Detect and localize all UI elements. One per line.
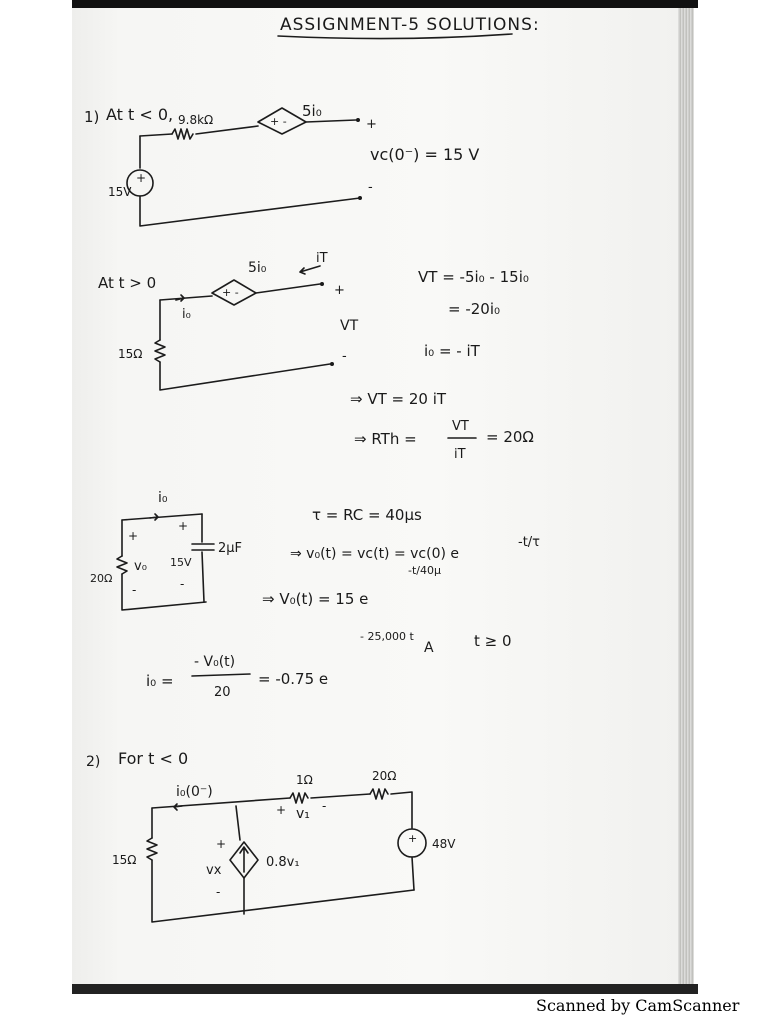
equation-2: = -20i₀ bbox=[448, 300, 501, 318]
vx-plus: + bbox=[216, 837, 227, 851]
wire bbox=[306, 120, 356, 122]
capacitor-symbol bbox=[192, 544, 214, 550]
test-voltage-label: VT bbox=[340, 318, 359, 334]
source-polarity: + bbox=[408, 832, 418, 845]
terminal-plus: + bbox=[366, 117, 377, 132]
equation-8-lhs: i₀ = bbox=[146, 672, 174, 690]
rc-vo-label: v₀ bbox=[134, 559, 147, 574]
source-label: 15V bbox=[108, 185, 132, 199]
resistor-symbol bbox=[155, 340, 165, 362]
circuit-t-after bbox=[155, 266, 334, 390]
equation-6: ⇒ v₀(t) = vc(t) = vc(0) e bbox=[290, 546, 460, 562]
current-label-p2: i₀(0⁻) bbox=[176, 784, 213, 800]
wire bbox=[196, 126, 258, 134]
vx-label: vx bbox=[206, 863, 222, 878]
rc-minus-right: - bbox=[180, 577, 185, 591]
resistor-2-label: 15Ω bbox=[118, 347, 143, 361]
equation-8-exponent: - 25,000 t bbox=[360, 630, 414, 643]
wire bbox=[391, 792, 412, 828]
rc-cap-voltage: 15V bbox=[170, 556, 192, 569]
terminal-plus: + bbox=[334, 283, 345, 298]
branch-current-label: i₀ bbox=[182, 307, 191, 322]
resistor-label: 9.8kΩ bbox=[178, 113, 214, 127]
wire bbox=[160, 296, 212, 300]
equation-5-rhs: = 20Ω bbox=[486, 428, 534, 446]
test-current-arrow bbox=[300, 266, 320, 274]
test-current-label: iT bbox=[316, 251, 328, 266]
equation-8-numerator: - V₀(t) bbox=[194, 654, 236, 670]
rc-plus-right: + bbox=[178, 519, 189, 533]
equation-5-lhs: ⇒ RTh = bbox=[354, 430, 417, 448]
vc-initial: vc(0⁻) = 15 V bbox=[370, 145, 480, 164]
wire bbox=[311, 794, 370, 798]
equation-5-numerator: VT bbox=[452, 419, 469, 434]
equation-8-denominator: 20 bbox=[214, 685, 231, 700]
wire bbox=[160, 362, 330, 390]
resistor-3-symbol bbox=[147, 838, 157, 860]
r2-label: 20Ω bbox=[372, 769, 397, 783]
source-plus: + bbox=[136, 171, 147, 185]
equation-7: ⇒ V₀(t) = 15 e bbox=[262, 590, 369, 608]
source-label-p2: 48V bbox=[432, 837, 456, 851]
problem-1-case-before: At t < 0, bbox=[106, 105, 174, 124]
terminal-node bbox=[358, 196, 362, 200]
equation-8-unit: A bbox=[424, 640, 434, 656]
wire bbox=[236, 806, 240, 840]
wire bbox=[202, 552, 204, 602]
dep-source-polarity: + - bbox=[270, 115, 287, 128]
wire bbox=[152, 798, 290, 808]
up-arrow-icon bbox=[240, 847, 248, 872]
v1-plus: + bbox=[276, 803, 287, 817]
resistor-2-symbol bbox=[370, 789, 388, 799]
wire bbox=[256, 284, 320, 293]
dep-source-label: 5i₀ bbox=[302, 102, 322, 120]
equation-8-condition: t ≥ 0 bbox=[474, 632, 512, 650]
circuit-t-before bbox=[127, 108, 362, 226]
v1-minus: - bbox=[322, 799, 327, 813]
dep-source-label-p2: 0.8v₁ bbox=[266, 855, 300, 870]
rc-current-label: i₀ bbox=[158, 490, 168, 506]
problem-1-number: 1) bbox=[84, 108, 100, 126]
problem-2-case: For t < 0 bbox=[118, 749, 189, 768]
wire bbox=[412, 857, 414, 890]
rc-plus-left: + bbox=[128, 529, 139, 543]
scan-bottom-shadow bbox=[72, 984, 698, 994]
terminal-node bbox=[356, 118, 360, 122]
equation-3: i₀ = - iT bbox=[424, 342, 480, 360]
rc-resistor-label: 20Ω bbox=[90, 572, 113, 585]
terminal-minus: - bbox=[342, 349, 347, 364]
r3-label: 15Ω bbox=[112, 853, 137, 867]
equation-7-exponent: -t/40μ bbox=[408, 564, 441, 577]
wire bbox=[122, 514, 202, 520]
wire bbox=[140, 134, 172, 136]
current-arrow bbox=[150, 514, 158, 520]
resistor-symbol bbox=[117, 556, 127, 574]
resistor-symbol bbox=[172, 129, 193, 139]
terminal-minus: - bbox=[368, 180, 373, 195]
tau-equation: τ = RC = 40μs bbox=[312, 506, 422, 524]
vx-minus: - bbox=[216, 885, 221, 899]
equation-1: VT = -5i₀ - 15i₀ bbox=[418, 268, 529, 286]
problem-2-number: 2) bbox=[86, 754, 101, 770]
rc-capacitor-label: 2μF bbox=[218, 541, 243, 556]
equation-5-denominator: iT bbox=[454, 447, 466, 462]
terminal-node bbox=[330, 362, 334, 366]
current-arrow bbox=[174, 804, 182, 810]
dep-source-label-2: 5i₀ bbox=[248, 260, 267, 276]
v1-label: v₁ bbox=[296, 806, 310, 822]
terminal-node bbox=[320, 282, 324, 286]
dep-source-polarity: + - bbox=[222, 286, 239, 299]
scanner-watermark: Scanned by CamScanner bbox=[536, 996, 740, 1015]
wire bbox=[140, 196, 360, 226]
equation-4: ⇒ VT = 20 iT bbox=[350, 390, 447, 408]
document-title: ASSIGNMENT-5 SOLUTIONS: bbox=[280, 15, 540, 35]
equation-8-rhs: = -0.75 e bbox=[258, 670, 329, 688]
fraction-bar bbox=[192, 674, 250, 676]
r1-label: 1Ω bbox=[296, 773, 313, 787]
problem-1-case-after: At t > 0 bbox=[98, 274, 157, 292]
equation-6-exponent: -t/τ bbox=[518, 535, 540, 550]
rc-minus-left: - bbox=[132, 583, 137, 597]
resistor-1-symbol bbox=[290, 793, 308, 803]
